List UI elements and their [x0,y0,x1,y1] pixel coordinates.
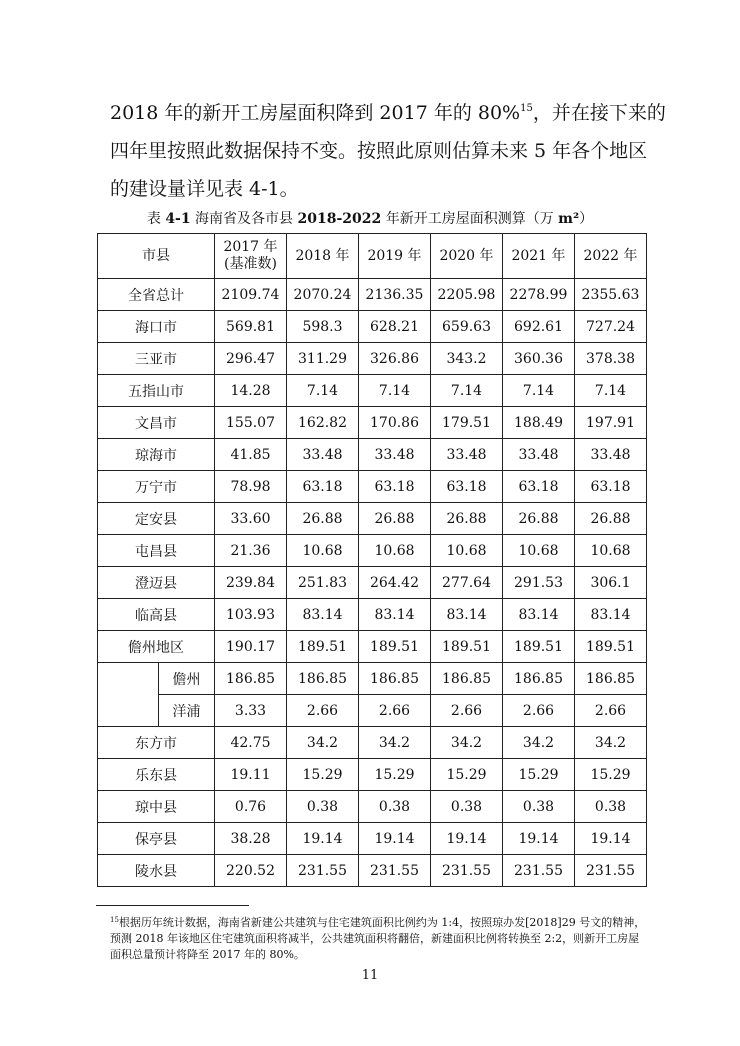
area-value: 15.29 [359,759,431,791]
table-row [98,407,647,439]
area-value: 21.36 [215,535,287,567]
region-name: 澄迈县 [98,567,215,599]
area-value: 326.86 [359,343,431,375]
area-value: 189.51 [575,631,647,663]
area-value: 10.68 [575,535,647,567]
area-value: 19.14 [503,823,575,855]
area-value: 0.38 [575,791,647,823]
area-value: 15.29 [575,759,647,791]
region-name: 文昌市 [98,407,215,439]
area-value: 659.63 [431,311,503,343]
area-value: 189.51 [359,631,431,663]
paragraph-line-2: 四年里按照此数据保持不变。按照此原则估算未来 5 年各个地区 [110,140,648,162]
header-2017-note: (基准数) [224,256,277,272]
area-value: 33.48 [431,439,503,471]
region-name: 万宁市 [98,471,215,503]
area-value: 220.52 [215,855,287,887]
header-region: 市县 [98,234,215,279]
area-value: 19.14 [359,823,431,855]
area-value: 14.28 [215,375,287,407]
region-name: 临高县 [98,599,215,631]
area-value: 83.14 [359,599,431,631]
region-name: 东方市 [98,727,215,759]
header-2021: 2021 年 [503,234,575,279]
table-row [98,695,647,727]
area-value: 78.98 [215,471,287,503]
paragraph-line-1 [110,90,666,132]
area-value: 162.82 [287,407,359,439]
area-value: 33.48 [287,439,359,471]
region-name: 保亭县 [98,823,215,855]
area-value: 296.47 [215,343,287,375]
table-row [98,471,647,503]
area-value: 231.55 [575,855,647,887]
area-value: 306.1 [575,567,647,599]
sub-region-indent [98,663,159,727]
caption-close: ） [579,211,594,227]
area-value: 186.85 [431,663,503,695]
area-value: 34.2 [431,727,503,759]
area-value: 231.55 [431,855,503,887]
area-value: 33.48 [359,439,431,471]
table-row [98,503,647,535]
body-paragraph [110,90,666,208]
area-value: 628.21 [359,311,431,343]
area-value: 83.14 [575,599,647,631]
area-value: 311.29 [287,343,359,375]
area-value: 26.88 [431,503,503,535]
area-value: 34.2 [503,727,575,759]
area-value: 19.14 [575,823,647,855]
area-value: 727.24 [575,311,647,343]
table-row [98,631,647,663]
area-value: 277.64 [431,567,503,599]
area-value: 2.66 [287,695,359,727]
footnote-separator [96,905,249,906]
region-name: 五指山市 [98,375,215,407]
table-row [98,375,647,407]
area-value: 197.91 [575,407,647,439]
region-name: 屯昌县 [98,535,215,567]
area-value: 0.38 [431,791,503,823]
area-value: 190.17 [215,631,287,663]
area-value: 19.11 [215,759,287,791]
table-row [98,791,647,823]
area-value: 15.29 [287,759,359,791]
area-value: 264.42 [359,567,431,599]
area-value: 2109.74 [215,279,287,311]
paragraph-line-1-end: ，并在接下来的 [532,102,666,124]
area-value: 26.88 [503,503,575,535]
area-value: 34.2 [287,727,359,759]
area-value: 103.93 [215,599,287,631]
area-value: 26.88 [575,503,647,535]
header-2018: 2018 年 [287,234,359,279]
sub-region-name: 儋州 [159,663,215,695]
table-row [98,535,647,567]
area-value: 231.55 [359,855,431,887]
footnote-text: 根据历年统计数据，海南省新建公共建筑与住宅建筑面积比例约为 1:4，按照琼办发[2018]29 号文的精神，预测 2018 年该地区住宅建筑面积将减半，公共建筑面积将翻倍，新建面积比例将转换至 2:2，则新开工房屋面积总量预计将降至 2017 年的 80%。 [110,916,646,961]
area-value: 7.14 [359,375,431,407]
area-value: 10.68 [431,535,503,567]
area-value: 7.14 [503,375,575,407]
footnote-mark: 15 [110,916,119,924]
table-row [98,311,647,343]
area-value: 2.66 [431,695,503,727]
caption-text-2: 年新开工房屋面积测算（万 [381,211,559,227]
area-value: 2136.35 [359,279,431,311]
area-value: 360.36 [503,343,575,375]
area-value: 33.48 [503,439,575,471]
area-value: 186.85 [575,663,647,695]
header-2017 [215,234,287,279]
area-value: 155.07 [215,407,287,439]
region-name: 全省总计 [98,279,215,311]
area-value: 38.28 [215,823,287,855]
table-row [98,599,647,631]
area-value: 569.81 [215,311,287,343]
area-value: 0.38 [287,791,359,823]
header-2019: 2019 年 [359,234,431,279]
area-value: 0.76 [215,791,287,823]
region-name: 三亚市 [98,343,215,375]
paragraph-line-1-text: 2018 年的新开工房屋面积降到 2017 年的 80% [110,102,521,124]
table-row [98,439,647,471]
table-body [98,279,647,887]
header-2017-year: 2017 年 [223,239,278,255]
area-value: 15.29 [431,759,503,791]
header-2020: 2020 年 [431,234,503,279]
area-value: 2070.24 [287,279,359,311]
area-value: 83.14 [503,599,575,631]
table-caption [90,208,650,228]
area-value: 0.38 [359,791,431,823]
area-value: 189.51 [431,631,503,663]
area-value: 34.2 [575,727,647,759]
area-value: 42.75 [215,727,287,759]
table-row [98,343,647,375]
area-value: 231.55 [287,855,359,887]
area-value: 231.55 [503,855,575,887]
area-value: 63.18 [575,471,647,503]
area-value: 598.3 [287,311,359,343]
footnote [110,912,650,963]
area-value: 63.18 [359,471,431,503]
area-value: 692.61 [503,311,575,343]
area-value: 10.68 [503,535,575,567]
caption-text-1: 海南省及各市县 [190,211,298,227]
area-value: 2205.98 [431,279,503,311]
area-value: 33.48 [575,439,647,471]
caption-unit: m² [558,211,580,227]
region-name: 陵水县 [98,855,215,887]
area-value: 170.86 [359,407,431,439]
region-name: 琼海市 [98,439,215,471]
area-value: 3.33 [215,695,287,727]
region-name: 乐东县 [98,759,215,791]
area-value: 189.51 [287,631,359,663]
area-value: 63.18 [431,471,503,503]
footnote-ref[interactable]: 15 [520,103,533,114]
area-value: 26.88 [359,503,431,535]
construction-area-table [97,233,647,887]
header-2022: 2022 年 [575,234,647,279]
area-value: 186.85 [287,663,359,695]
table-row [98,823,647,855]
area-value: 2.66 [503,695,575,727]
table-row [98,727,647,759]
area-value: 378.38 [575,343,647,375]
area-value: 26.88 [287,503,359,535]
area-value: 41.85 [215,439,287,471]
area-value: 63.18 [503,471,575,503]
table-row [98,663,647,695]
region-name: 定安县 [98,503,215,535]
area-value: 15.29 [503,759,575,791]
area-value: 7.14 [287,375,359,407]
area-value: 83.14 [431,599,503,631]
table-row [98,279,647,311]
area-value: 19.14 [287,823,359,855]
table-row [98,567,647,599]
table-header-row [98,234,647,279]
caption-years: 2018-2022 [297,211,382,227]
area-value: 2355.63 [575,279,647,311]
area-value: 7.14 [431,375,503,407]
paragraph-line-3: 的建设量详见表 4-1。 [110,178,299,200]
area-value: 239.84 [215,567,287,599]
region-name: 儋州地区 [98,631,215,663]
area-value: 343.2 [431,343,503,375]
area-value: 34.2 [359,727,431,759]
area-value: 2.66 [575,695,647,727]
area-value: 33.60 [215,503,287,535]
page-number: 11 [361,968,379,983]
area-value: 63.18 [287,471,359,503]
table-row [98,855,647,887]
region-name: 海口市 [98,311,215,343]
area-value: 291.53 [503,567,575,599]
area-value: 188.49 [503,407,575,439]
area-value: 7.14 [575,375,647,407]
area-value: 189.51 [503,631,575,663]
sub-region-name: 洋浦 [159,695,215,727]
area-value: 10.68 [359,535,431,567]
area-value: 2.66 [359,695,431,727]
area-value: 2278.99 [503,279,575,311]
caption-prefix: 表 [146,211,166,227]
area-value: 19.14 [431,823,503,855]
area-value: 186.85 [503,663,575,695]
area-value: 83.14 [287,599,359,631]
table-row [98,759,647,791]
area-value: 10.68 [287,535,359,567]
area-value: 186.85 [359,663,431,695]
region-name: 琼中县 [98,791,215,823]
area-value: 0.38 [503,791,575,823]
area-value: 179.51 [431,407,503,439]
area-value: 186.85 [215,663,287,695]
area-value: 251.83 [287,567,359,599]
caption-number: 4-1 [165,211,191,227]
